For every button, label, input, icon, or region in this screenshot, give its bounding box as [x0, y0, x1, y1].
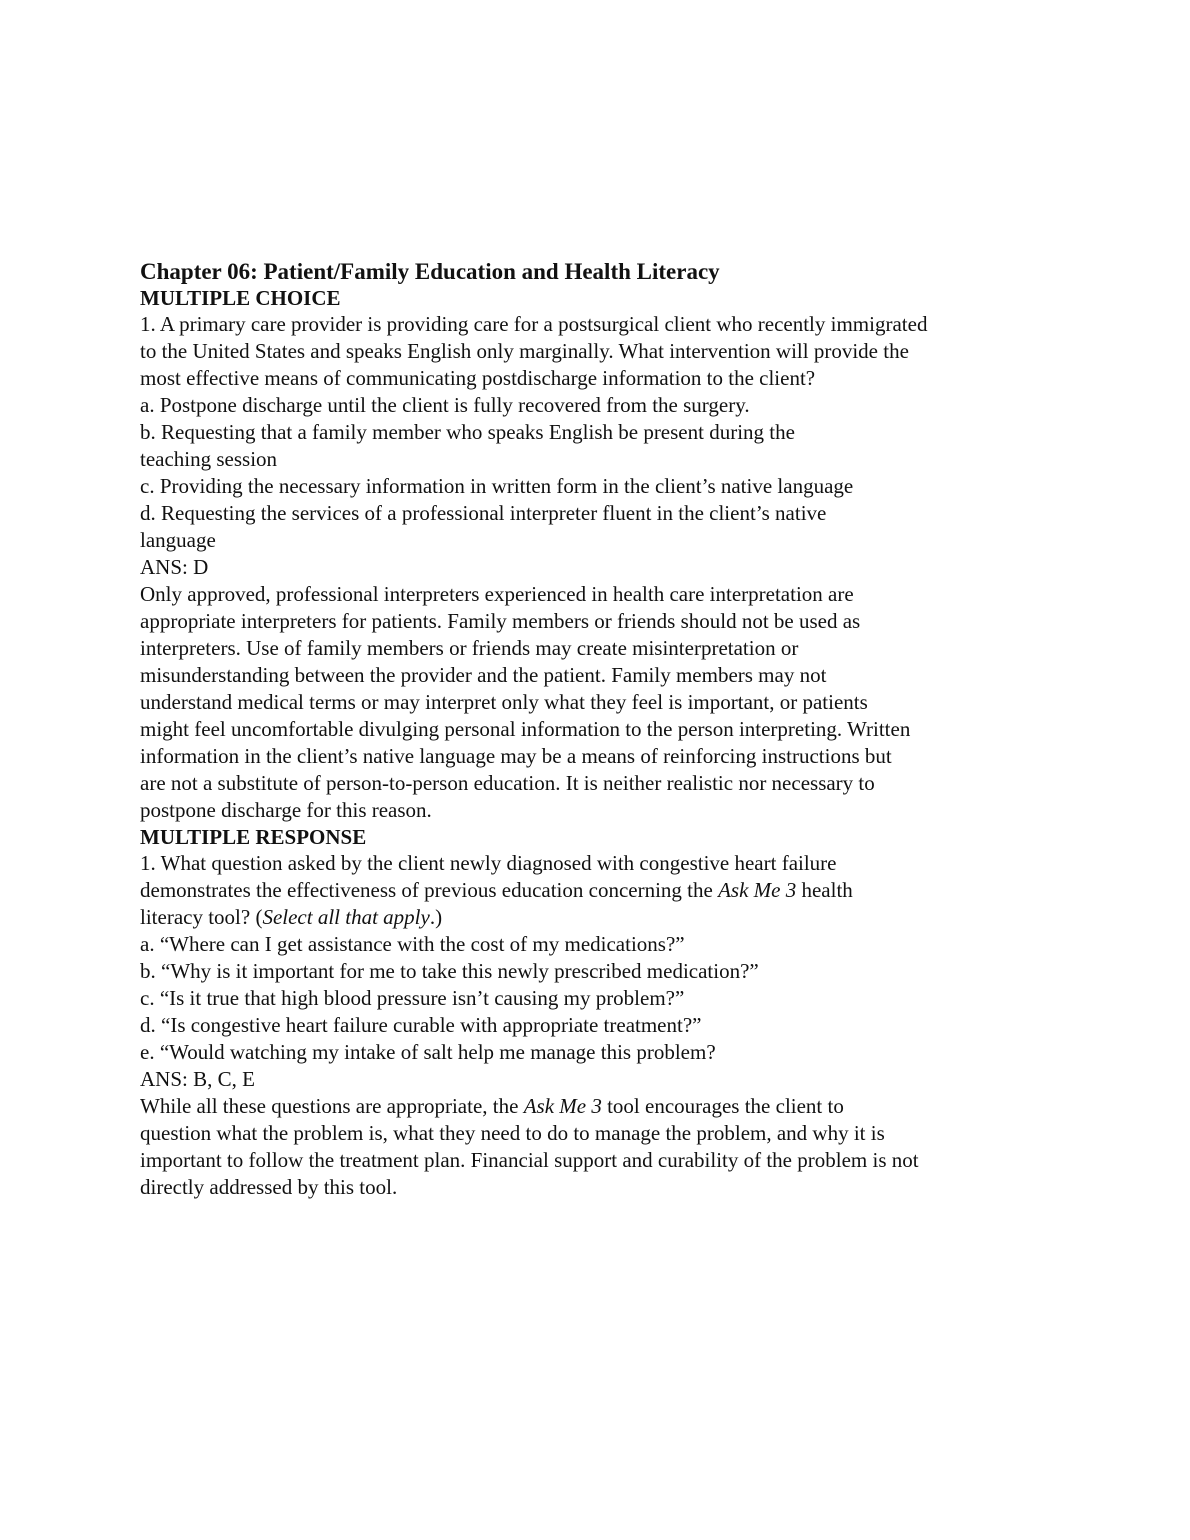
mr-q1-option-e: e. “Would watching my intake of salt help me manage this problem? — [140, 1040, 716, 1064]
mr-q1-stem-line: 1. What question asked by the client newly diagnosed with congestive heart failure — [140, 851, 837, 875]
stem-text: .) — [429, 905, 443, 929]
mr-q1-option-b: b. “Why is it important for me to take this newly prescribed medication?” — [140, 959, 759, 983]
mc-q1-option-b-cont: teaching session — [140, 447, 278, 471]
mc-q1-option-d-cont: language — [140, 528, 216, 552]
rationale-text: While all these questions are appropriate, the — [140, 1094, 524, 1118]
chapter-title: Chapter 06: Patient/Family Education and Health Literacy — [140, 259, 720, 284]
mc-q1-rationale-line: appropriate interpreters for patients. Family members or friends should not be used as — [140, 609, 861, 633]
mc-q1-stem-line: 1. A primary care provider is providing care for a postsurgical client who recently immigrated — [140, 312, 928, 336]
mc-q1-rationale-line: might feel uncomfortable divulging personal information to the person interpreting. Written — [140, 717, 911, 741]
document-page — [140, 258, 1040, 1201]
mc-q1-rationale-line: misunderstanding between the provider and the patient. Family members may not — [140, 663, 827, 687]
mr-q1-stem-line — [140, 904, 1040, 931]
mc-q1-rationale-line: are not a substitute of person-to-person education. It is neither realistic nor necessary to — [140, 771, 875, 795]
ask-me-3-italic: Ask Me 3 — [718, 878, 797, 902]
mr-q1-answer: ANS: B, C, E — [140, 1067, 255, 1091]
mr-question-1 — [140, 850, 1040, 1201]
ask-me-3-italic: Ask Me 3 — [523, 1094, 602, 1118]
rationale-text: tool encourages the client to — [601, 1094, 844, 1118]
mr-q1-option-a: a. “Where can I get assistance with the cost of my medications?” — [140, 932, 685, 956]
mc-q1-rationale-line: information in the client’s native language may be a means of reinforcing instructions but — [140, 744, 892, 768]
select-all-italic: Select all that apply — [262, 905, 430, 929]
mr-q1-rationale-line: directly addressed by this tool. — [140, 1175, 398, 1199]
multiple-choice-heading: MULTIPLE CHOICE — [140, 286, 341, 310]
mc-question-1 — [140, 311, 1040, 824]
mc-q1-rationale-line: understand medical terms or may interpret only what they feel is important, or patients — [140, 690, 868, 714]
mc-q1-option-d: d. Requesting the services of a professional interpreter fluent in the client’s native — [140, 501, 827, 525]
multiple-response-heading: MULTIPLE RESPONSE — [140, 825, 367, 849]
mr-q1-option-c: c. “Is it true that high blood pressure isn’t causing my problem?” — [140, 986, 685, 1010]
mr-q1-rationale-line: question what the problem is, what they need to do to manage the problem, and why it is — [140, 1121, 885, 1145]
mc-q1-option-a: a. Postpone discharge until the client is fully recovered from the surgery. — [140, 393, 750, 417]
mc-q1-rationale-line: interpreters. Use of family members or friends may create misinterpretation or — [140, 636, 799, 660]
mr-q1-option-d: d. “Is congestive heart failure curable with appropriate treatment?” — [140, 1013, 702, 1037]
mc-q1-rationale-line: Only approved, professional interpreters experienced in health care interpretation are — [140, 582, 854, 606]
mc-q1-option-c: c. Providing the necessary information in written form in the client’s native language — [140, 474, 854, 498]
mr-q1-rationale-line: important to follow the treatment plan. Financial support and curability of the problem is not — [140, 1148, 919, 1172]
mr-q1-rationale-line — [140, 1093, 1040, 1120]
mc-q1-answer: ANS: D — [140, 555, 209, 579]
mr-q1-stem-line — [140, 877, 1040, 904]
stem-text: health — [796, 878, 853, 902]
mc-q1-rationale-line: postpone discharge for this reason. — [140, 798, 432, 822]
stem-text: demonstrates the effectiveness of previous education concerning the — [140, 878, 719, 902]
mc-q1-stem-line: to the United States and speaks English only marginally. What intervention will provide the — [140, 339, 909, 363]
mc-q1-stem-line: most effective means of communicating postdischarge information to the client? — [140, 366, 816, 390]
mc-q1-option-b: b. Requesting that a family member who speaks English be present during the — [140, 420, 795, 444]
stem-text: literacy tool? ( — [140, 905, 263, 929]
